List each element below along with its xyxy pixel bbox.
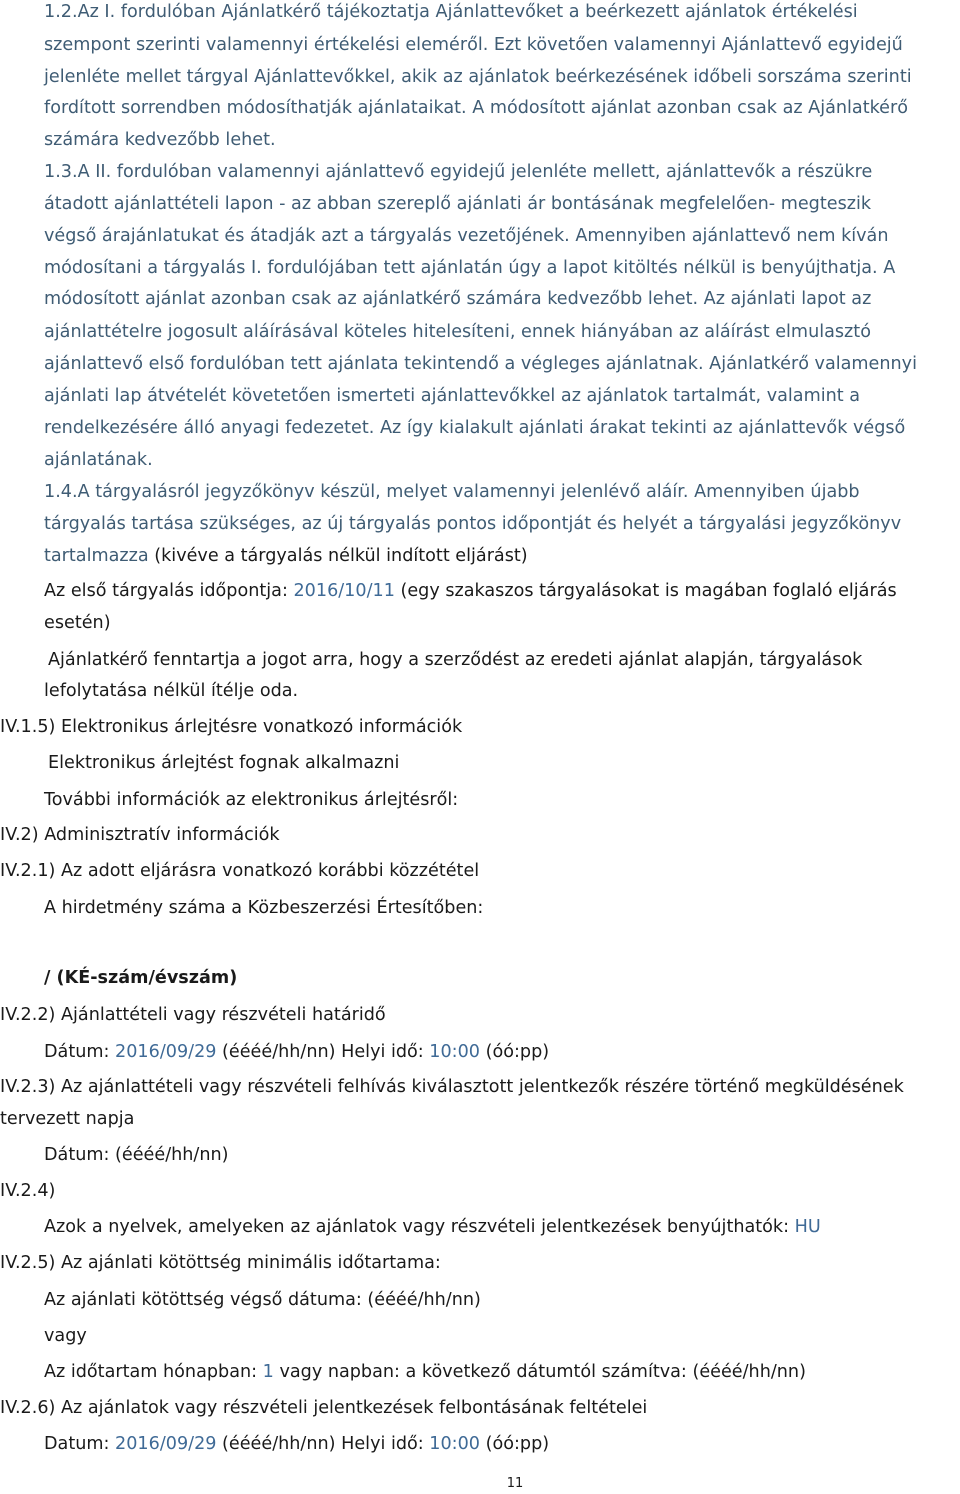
text-line: esetén) bbox=[44, 613, 111, 633]
section-heading: IV.2.4) bbox=[0, 1181, 56, 1201]
field-value: 10:00 bbox=[429, 1042, 480, 1062]
text-line: Ajánlatkérő fenntartja a jogot arra, hogy a szerződést az eredeti ajánlat alapján, tárgyalások bbox=[48, 650, 863, 670]
section-heading: IV.2.1) Az adott eljárásra vonatkozó korábbi közzététel bbox=[0, 861, 480, 881]
text-line: rendelkezésére álló anyagi fedezetet. Az így kialakult ajánlati árakat tekinti az ajánlattevők végső bbox=[44, 418, 906, 438]
field-label: (éééé/hh/nn) Helyi idő: bbox=[216, 1042, 430, 1062]
text-line: A hirdetmény száma a Közbeszerzési Értesítőben: bbox=[44, 898, 484, 918]
section-heading: IV.2.2) Ajánlattételi vagy részvételi határidő bbox=[0, 1005, 386, 1025]
field-label: vagy napban: a következő dátumtól számítva: (éééé/hh/nn) bbox=[273, 1362, 806, 1382]
text-line: ajánlati lap átvételét követetően ismerteti ajánlattevőkkel az ajánlatok tartalmát, valamint a bbox=[44, 386, 861, 406]
field-label: Dátum: bbox=[44, 1042, 116, 1062]
field-label: (óó:pp) bbox=[480, 1042, 550, 1062]
duration-line bbox=[44, 1360, 806, 1384]
section-heading: IV.2.6) Az ajánlatok vagy részvételi jelentkezések felbontásának feltételei bbox=[0, 1398, 648, 1418]
field-note: (egy szakaszos tárgyalásokat is magában foglaló eljárás bbox=[394, 581, 897, 601]
text-line: tervezett napja bbox=[0, 1109, 135, 1129]
text-line: ajánlatának. bbox=[44, 450, 153, 470]
field-label: (éééé/hh/nn) Helyi idő: bbox=[216, 1434, 430, 1454]
field-value: 2016/09/29 bbox=[115, 1042, 217, 1062]
text-segment: tartalmazza bbox=[44, 546, 149, 566]
first-negotiation-date bbox=[44, 579, 897, 603]
text-line: módosítani a tárgyalás I. fordulójában tett ajánlatán úgy a lapot kitöltés nélkül is benyújthatja. A bbox=[44, 258, 896, 278]
text-line: tárgyalás tartása szükséges, az új tárgyalás pontos időpontját és helyét a tárgyalási jegyzőkönyv bbox=[44, 514, 902, 534]
section-heading: IV.2.3) Az ajánlattételi vagy részvételi felhívás kiválasztott jelentkezők részére történő megküldésének bbox=[0, 1077, 904, 1097]
field-value: HU bbox=[794, 1217, 821, 1237]
languages-line bbox=[44, 1215, 821, 1239]
field-label: Azok a nyelvek, amelyeken az ajánlatok vagy részvételi jelentkezések benyújthatók: bbox=[44, 1217, 795, 1237]
field-label: (óó:pp) bbox=[480, 1434, 550, 1454]
text-line: ajánlattevő első fordulóban tett ajánlata tekintendő a végleges ajánlatnak. Ajánlatkérő valamennyi bbox=[44, 354, 917, 374]
page-number: 11 bbox=[506, 1476, 524, 1491]
text-line: szempont szerinti valamennyi értékelési eleméről. Ezt követően valamennyi Ajánlattevő egyidejű bbox=[44, 35, 903, 55]
text-line: jelenléte mellet tárgyal Ajánlattevőkkel, akik az ajánlatok beérkezésének időbeli sorszáma szerinti bbox=[44, 67, 912, 87]
text-segment: (kivéve a tárgyalás nélkül indított eljárást) bbox=[148, 546, 528, 566]
field-value: 2016/09/29 bbox=[115, 1434, 217, 1454]
text-line: 1.2.Az I. fordulóban Ajánlatkérő tájékoztatja Ajánlattevőket a beérkezett ajánlatok értékelési bbox=[44, 2, 858, 22]
text-line: Dátum: (éééé/hh/nn) bbox=[44, 1145, 229, 1165]
text-line: Az ajánlati kötöttség végső dátuma: (éééé/hh/nn) bbox=[44, 1290, 481, 1310]
field-label: Az első tárgyalás időpontja: bbox=[44, 581, 294, 601]
section-heading: IV.2.5) Az ajánlati kötöttség minimális időtartama: bbox=[0, 1253, 441, 1273]
text-line: 1.3.A II. fordulóban valamennyi ajánlattevő egyidejű jelenléte mellett, ajánlattevők a részükre bbox=[44, 162, 873, 182]
text-line: végső árajánlatukat és átadják azt a tárgyalás vezetőjének. Amennyiben ajánlattevő nem kíván bbox=[44, 226, 889, 246]
text-line: számára kedvezőbb lehet. bbox=[44, 130, 276, 150]
text-line: vagy bbox=[44, 1326, 87, 1346]
opening-date bbox=[44, 1432, 549, 1456]
text-line: lefolytatása nélkül ítélje oda. bbox=[44, 681, 299, 701]
text-line: 1.4.A tárgyalásról jegyzőkönyv készül, melyet valamennyi jelenlévő aláír. Amennyiben újabb bbox=[44, 482, 860, 502]
field-value: 2016/10/11 bbox=[293, 581, 395, 601]
field-value: 1 bbox=[262, 1362, 274, 1382]
text-line: ajánlattételre jogosult aláírásával köteles hitelesíteni, ennek hiányában az aláírást elmulasztó bbox=[44, 322, 871, 342]
text-line: módosított ajánlat azonban csak az ajánlatkérő számára kedvezőbb lehet. Az ajánlati lapot az bbox=[44, 289, 872, 309]
text-line bbox=[44, 544, 528, 568]
field-value: 10:00 bbox=[429, 1434, 480, 1454]
text-line: Elektronikus árlejtést fognak alkalmazni bbox=[48, 753, 400, 773]
deadline-date bbox=[44, 1040, 549, 1064]
section-heading: IV.1.5) Elektronikus árlejtésre vonatkozó információk bbox=[0, 717, 463, 737]
field-label: Az időtartam hónapban: bbox=[44, 1362, 263, 1382]
text-line: További információk az elektronikus árlejtésről: bbox=[44, 790, 459, 810]
field-label: Datum: bbox=[44, 1434, 116, 1454]
text-line: átadott ajánlattételi lapon - az abban szereplő ajánlati ár bontásának megfelelően- megteszik bbox=[44, 194, 872, 214]
ke-number-field: / (KÉ-szám/évszám) bbox=[44, 968, 238, 988]
text-line: fordított sorrendben módosíthatják ajánlataikat. A módosított ajánlat azonban csak az Ajánlatkérő bbox=[44, 98, 908, 118]
section-heading: IV.2) Adminisztratív információk bbox=[0, 825, 280, 845]
